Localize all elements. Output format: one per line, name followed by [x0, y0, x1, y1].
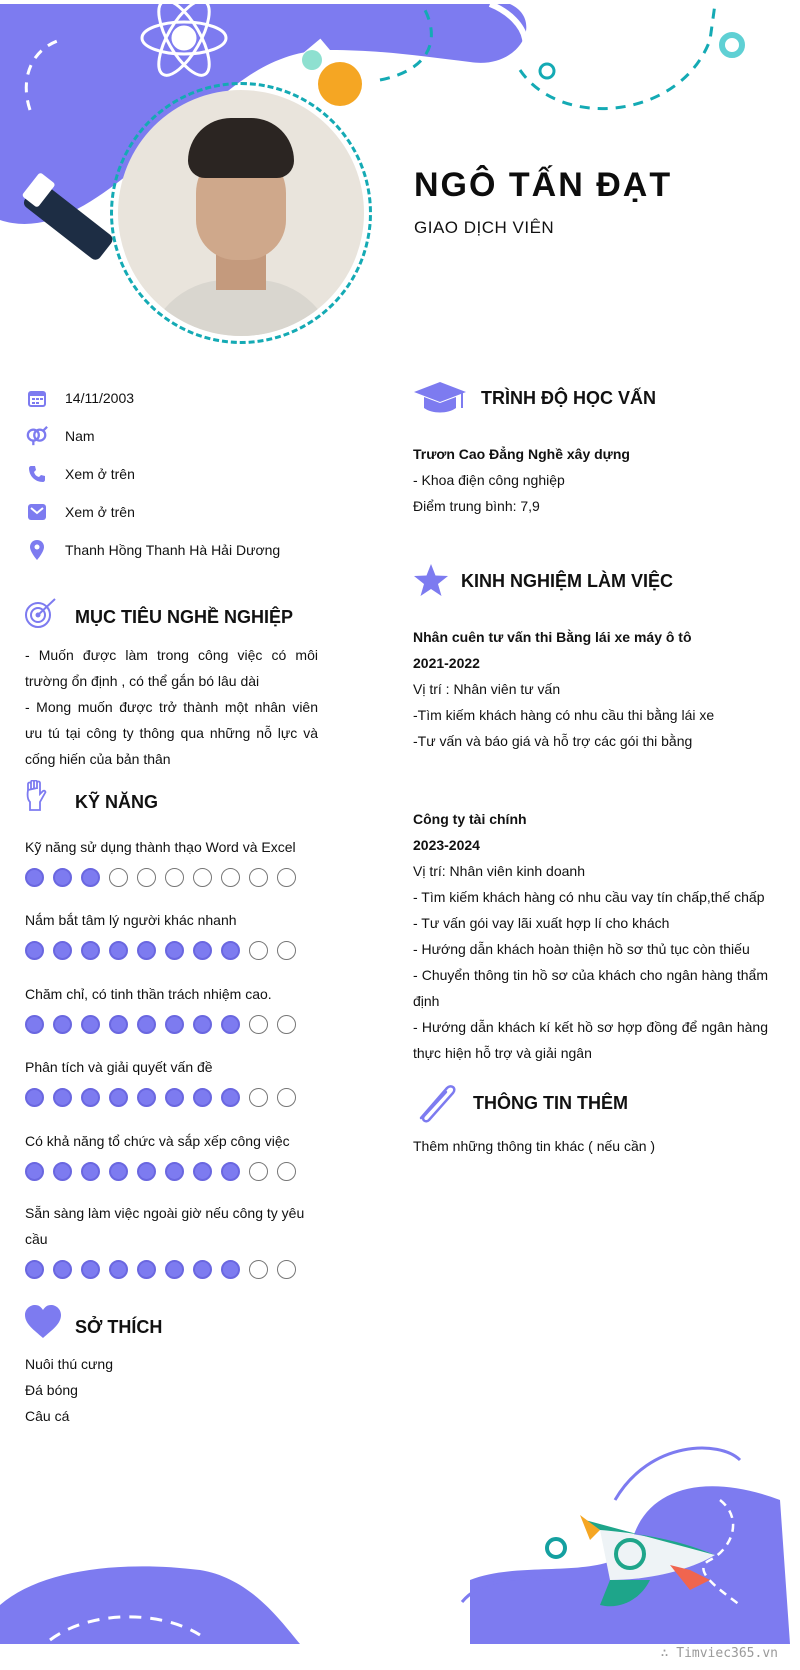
rating-dot-empty	[137, 868, 156, 887]
objective-text	[25, 642, 318, 772]
rating-dot-filled	[109, 1260, 128, 1279]
skills-title: KỸ NĂNG	[75, 792, 159, 812]
job-line: - Tìm kiếm khách hàng có nhu cầu vay tín chấp,thế chấp	[413, 889, 765, 905]
rating-dot-filled	[221, 941, 240, 960]
rating-dot-filled	[137, 1162, 156, 1181]
rating-dot-filled	[221, 1015, 240, 1034]
skill-name: Có khả năng tổ chức và sắp xếp công việc	[25, 1133, 290, 1149]
rating-dot-filled	[53, 941, 72, 960]
rating-dot-empty	[277, 1260, 296, 1279]
job-title: GIAO DỊCH VIÊN	[414, 218, 555, 237]
objective-line: - Mong muốn được trở thành một nhân viên ưu tú tại công ty thông qua những nỗ lực và cống hiến của bản thân	[25, 699, 318, 767]
rating-dot-filled	[221, 1088, 240, 1107]
rating-dot-filled	[193, 941, 212, 960]
star-icon	[413, 563, 449, 597]
rating-dot-empty	[109, 868, 128, 887]
rating-dot-filled	[221, 1260, 240, 1279]
rating-dot-filled	[165, 1260, 184, 1279]
contact-text: Thanh Hồng Thanh Hà Hải Dương	[65, 542, 281, 558]
skill-name: Kỹ năng sử dụng thành thạo Word và Excel	[25, 839, 296, 855]
rating-dot-filled	[53, 1015, 72, 1034]
rating-dot-empty	[249, 1260, 268, 1279]
rating-dot-filled	[137, 1015, 156, 1034]
skill-rating	[25, 1088, 296, 1107]
rating-dot-empty	[277, 1015, 296, 1034]
rating-dot-filled	[221, 1162, 240, 1181]
paperclip-icon	[413, 1082, 459, 1124]
skill-name: Chăm chỉ, có tinh thần trách nhiệm cao.	[25, 986, 272, 1002]
job-period: 2021-2022	[413, 655, 480, 671]
rating-dot-filled	[193, 1162, 212, 1181]
hobby-item: Nuôi thú cưng	[25, 1356, 113, 1372]
watermark: ∴ Timviec365.vn	[660, 1646, 778, 1661]
experience-job-1	[413, 624, 768, 754]
hobbies-list	[25, 1351, 113, 1429]
rating-dot-filled	[165, 1015, 184, 1034]
contact-email	[26, 497, 135, 527]
rating-dot-filled	[81, 1162, 100, 1181]
job-line: Vị trí: Nhân viên kinh doanh	[413, 863, 585, 879]
skill-rating	[25, 868, 296, 887]
rating-dot-filled	[109, 1015, 128, 1034]
contact-birthday	[26, 383, 134, 413]
contact-text: Xem ở trên	[65, 466, 135, 482]
calendar-icon	[26, 387, 48, 409]
rating-dot-empty	[277, 868, 296, 887]
rating-dot-filled	[25, 941, 44, 960]
experience-title: KINH NGHIỆM LÀM VIỆC	[461, 571, 674, 591]
rating-dot-empty	[277, 1162, 296, 1181]
rating-dot-empty	[249, 1088, 268, 1107]
gender-icon	[26, 425, 48, 447]
rating-dot-filled	[137, 941, 156, 960]
skill-rating	[25, 1260, 296, 1279]
target-icon	[24, 597, 58, 629]
job-line: - Hướng dẫn khách hoàn thiện hồ sơ thủ tục còn thiếu	[413, 941, 750, 957]
hobbies-title: SỞ THÍCH	[75, 1317, 163, 1337]
skill-rating	[25, 1162, 296, 1181]
school-name: Trươn Cao Đẳng Nghề xây dựng	[413, 446, 630, 462]
rating-dot-filled	[165, 1162, 184, 1181]
job-period: 2023-2024	[413, 837, 480, 853]
job-line: - Chuyển thông tin hồ sơ của khách cho ngân hàng thẩm định	[413, 967, 768, 1009]
rating-dot-filled	[165, 941, 184, 960]
rating-dot-filled	[53, 1088, 72, 1107]
job-line: -Tư vấn và báo giá và hỗ trợ các gói thi bằng	[413, 733, 693, 749]
job-company: Nhân cuên tư vấn thi Bằng lái xe máy ô tô	[413, 629, 692, 645]
contact-text: Xem ở trên	[65, 504, 135, 520]
rating-dot-filled	[25, 1162, 44, 1181]
experience-job-2	[413, 806, 768, 1066]
rating-dot-filled	[53, 868, 72, 887]
footer-decoration	[0, 1430, 800, 1645]
email-icon	[26, 501, 48, 523]
contact-gender	[26, 421, 95, 451]
hobby-item: Câu cá	[25, 1408, 70, 1424]
job-line: -Tìm kiếm khách hàng có nhu cầu thi bằng lái xe	[413, 707, 715, 723]
education-title: TRÌNH ĐỘ HỌC VẤN	[481, 388, 656, 408]
contact-address	[26, 535, 280, 565]
phone-icon	[26, 463, 48, 485]
graduation-cap-icon	[412, 380, 468, 414]
rating-dot-empty	[249, 941, 268, 960]
rating-dot-filled	[137, 1088, 156, 1107]
rating-dot-filled	[193, 1088, 212, 1107]
skill-rating	[25, 941, 296, 960]
job-line: Vị trí : Nhân viên tư vấn	[413, 681, 561, 697]
location-icon	[26, 539, 48, 561]
skill-name: Nắm bắt tâm lý người khác nhanh	[25, 912, 237, 928]
rating-dot-filled	[137, 1260, 156, 1279]
contact-text: Nam	[65, 428, 95, 444]
job-line: - Hướng dẫn khách kí kết hồ sơ hợp đồng để ngân hàng thực hiện hỗ trợ và giải ngân	[413, 1019, 768, 1061]
rating-dot-filled	[53, 1260, 72, 1279]
job-line: - Tư vấn gói vay lãi xuất hợp lí cho khách	[413, 915, 670, 931]
rating-dot-empty	[221, 868, 240, 887]
skill-rating	[25, 1015, 296, 1034]
gpa: Điểm trung bình: 7,9	[413, 498, 540, 514]
job-company: Công ty tài chính	[413, 811, 527, 827]
avatar	[118, 90, 364, 336]
rating-dot-filled	[109, 941, 128, 960]
additional-title: THÔNG TIN THÊM	[473, 1093, 628, 1113]
rating-dot-filled	[109, 1162, 128, 1181]
raised-fist-icon	[24, 780, 48, 812]
skill-name: Sẵn sàng làm việc ngoài giờ nếu công ty yêu cầu	[25, 1205, 305, 1247]
rating-dot-empty	[249, 1162, 268, 1181]
rating-dot-filled	[109, 1088, 128, 1107]
rating-dot-filled	[25, 1260, 44, 1279]
major: - Khoa điện công nghiệp	[413, 472, 565, 488]
rating-dot-empty	[165, 868, 184, 887]
rating-dot-filled	[193, 1260, 212, 1279]
rating-dot-empty	[249, 868, 268, 887]
rating-dot-filled	[81, 1088, 100, 1107]
rating-dot-empty	[193, 868, 212, 887]
rating-dot-filled	[81, 1015, 100, 1034]
rating-dot-filled	[193, 1015, 212, 1034]
rating-dot-filled	[53, 1162, 72, 1181]
additional-text: Thêm những thông tin khác ( nếu cần )	[413, 1138, 656, 1154]
contact-phone	[26, 459, 135, 489]
candidate-name: NGÔ TẤN ĐẠT	[414, 166, 673, 204]
contact-text: 14/11/2003	[65, 390, 135, 406]
education-details	[413, 441, 773, 519]
objective-line: - Muốn được làm trong công việc có môi trường ổn định , có thể gắn bó lâu dài	[25, 647, 318, 689]
rating-dot-filled	[25, 1015, 44, 1034]
rating-dot-filled	[165, 1088, 184, 1107]
rating-dot-filled	[25, 868, 44, 887]
objective-title: MỤC TIÊU NGHỀ NGHIỆP	[75, 607, 294, 627]
rating-dot-empty	[277, 1088, 296, 1107]
heart-icon	[24, 1305, 62, 1339]
hobby-item: Đá bóng	[25, 1382, 78, 1398]
rating-dot-filled	[81, 941, 100, 960]
rating-dot-empty	[249, 1015, 268, 1034]
rating-dot-filled	[81, 1260, 100, 1279]
rating-dot-empty	[277, 941, 296, 960]
skill-name: Phân tích và giải quyết vấn đề	[25, 1059, 213, 1075]
rating-dot-filled	[25, 1088, 44, 1107]
rating-dot-filled	[81, 868, 100, 887]
